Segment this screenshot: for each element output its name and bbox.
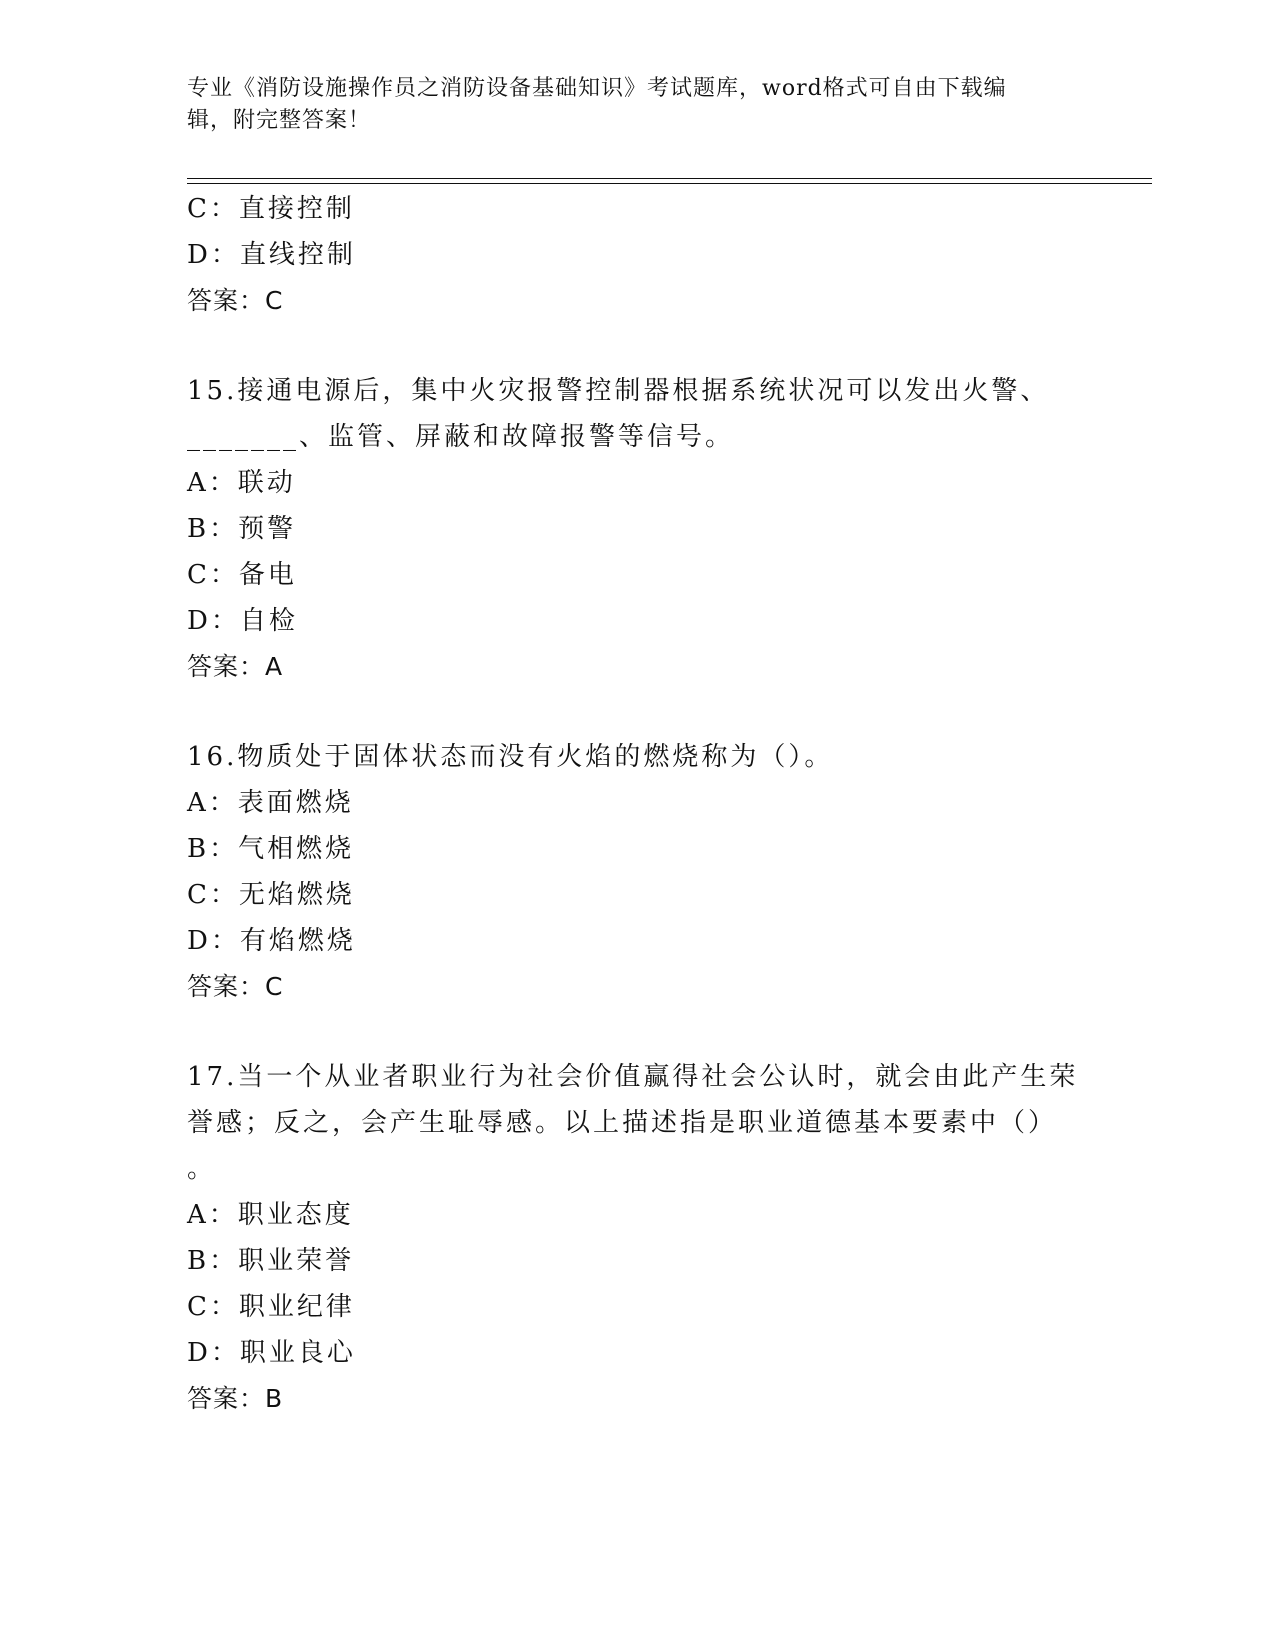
question-16	[187, 734, 1087, 1010]
option-text: 职业良心	[239, 1338, 356, 1368]
option-text: 备电	[238, 560, 297, 590]
option-key: C：	[187, 194, 239, 224]
option-key: B：	[187, 1246, 239, 1276]
option-text: 联动	[237, 468, 296, 498]
option-text: 表面燃烧	[237, 788, 354, 818]
option-b	[187, 1238, 1087, 1284]
question-text-line-1: 17.当一个从业者职业行为社会价值赢得社会公认时，就会由此产生荣	[187, 1062, 1079, 1092]
option-key: D：	[187, 926, 240, 956]
answer-line: 答案：C	[187, 972, 284, 1001]
option-text: 直接控制	[238, 194, 355, 224]
header-line-1: 专业《消防设施操作员之消防设备基础知识》考试题库，word格式可自由下载编	[187, 76, 1007, 101]
question-text-line-1: 16.物质处于固体状态而没有火焰的燃烧称为（）。	[187, 742, 834, 772]
option-d	[187, 1330, 1087, 1376]
option-b	[187, 506, 1087, 552]
option-d	[187, 918, 1087, 964]
option-key: B：	[187, 834, 239, 864]
option-a	[187, 460, 1087, 506]
question-text-line-2: 誉感；反之，会产生耻辱感。以上描述指是职业道德基本要素中（）	[187, 1108, 1058, 1138]
option-d	[187, 232, 1087, 278]
option-key: C：	[187, 880, 239, 910]
option-key: D：	[187, 606, 240, 636]
question-text-line-2: _______、监管、屏蔽和故障报警等信号。	[187, 422, 735, 452]
answer-line: 答案：C	[187, 286, 284, 315]
option-key: A：	[187, 1200, 238, 1230]
header-rule-top	[187, 178, 1152, 179]
option-key: A：	[187, 788, 238, 818]
option-key: C：	[187, 1292, 239, 1322]
option-c	[187, 552, 1087, 598]
option-text: 气相燃烧	[238, 834, 355, 864]
header-rule-bottom	[187, 183, 1152, 184]
option-c	[187, 1284, 1087, 1330]
option-text: 职业荣誉	[238, 1246, 355, 1276]
header-line-2: 辑，附完整答案！	[187, 108, 372, 133]
question-list	[187, 186, 1087, 1422]
option-key: B：	[187, 514, 239, 544]
option-text: 预警	[238, 514, 297, 544]
spacer	[187, 324, 1087, 368]
option-a	[187, 780, 1087, 826]
question-15	[187, 368, 1087, 690]
option-text: 职业态度	[237, 1200, 354, 1230]
question-17	[187, 1054, 1087, 1422]
option-d	[187, 598, 1087, 644]
option-key: D：	[187, 1338, 240, 1368]
option-a	[187, 1192, 1087, 1238]
option-text: 职业纪律	[238, 1292, 355, 1322]
option-text: 有焰燃烧	[239, 926, 356, 956]
option-key: D：	[187, 240, 240, 270]
spacer	[187, 690, 1087, 734]
option-b	[187, 826, 1087, 872]
option-text: 无焰燃烧	[238, 880, 355, 910]
option-key: A：	[187, 468, 238, 498]
option-text: 自检	[239, 606, 298, 636]
answer-line: 答案：B	[187, 1384, 284, 1413]
partial-question	[187, 186, 1087, 324]
question-text-line-3: 。	[187, 1154, 217, 1184]
option-c	[187, 872, 1087, 918]
question-text-line-1: 15.接通电源后，集中火灾报警控制器根据系统状况可以发出火警、	[187, 376, 1050, 406]
option-key: C：	[187, 560, 239, 590]
answer-line: 答案：A	[187, 652, 284, 681]
option-c	[187, 186, 1087, 232]
spacer	[187, 1010, 1087, 1054]
page-header	[187, 73, 1067, 137]
option-text: 直线控制	[239, 240, 356, 270]
